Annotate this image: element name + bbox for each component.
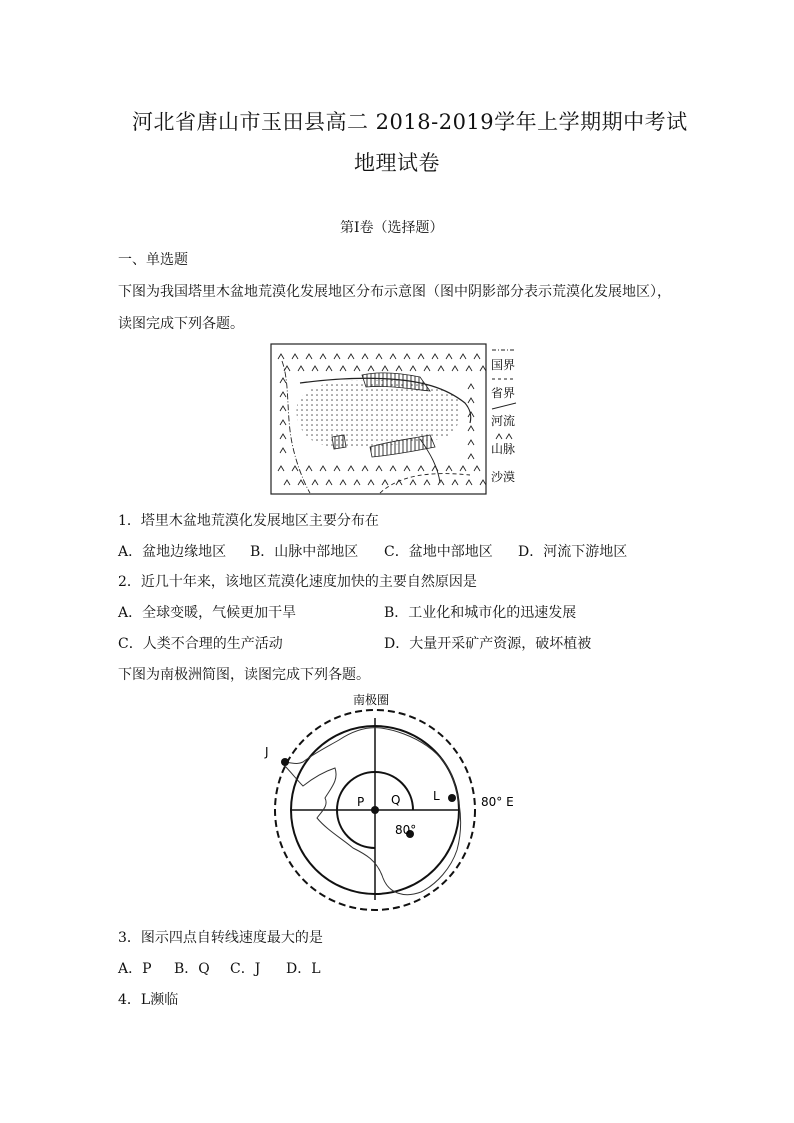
intro2-line1: 下图为南极洲简图，读图完成下列各题。 bbox=[118, 667, 370, 683]
q4-stem: 4．L濒临 bbox=[118, 992, 179, 1008]
q3-stem: 3．图示四点自转线速度最大的是 bbox=[118, 930, 323, 946]
antarctica-map bbox=[255, 688, 535, 918]
label-q: Q bbox=[391, 793, 401, 807]
intro1-line1: 下图为我国塔里木盆地荒漠化发展地区分布示意图（图中阴影部分表示荒漠化发展地区）， bbox=[118, 284, 671, 300]
q2-option-b: B．工业化和城市化的迅速发展 bbox=[384, 605, 577, 621]
antarctic-circle-label: 南极圈 bbox=[353, 693, 390, 707]
q3-option-b: B．Q bbox=[174, 961, 210, 977]
question-type-heading: 一、单选题 bbox=[118, 252, 188, 268]
label-80-east: 80° E bbox=[481, 795, 514, 809]
label-l: L bbox=[433, 789, 440, 803]
q1-option-a: A．盆地边缘地区 bbox=[118, 544, 227, 560]
q1-option-d: D．河流下游地区 bbox=[518, 544, 628, 560]
map1-legend bbox=[491, 350, 516, 484]
label-j: J bbox=[265, 745, 269, 759]
legend-national: 国界 bbox=[491, 358, 516, 372]
legend-river: 河流 bbox=[491, 414, 516, 428]
q2-stem: 2．近几十年来，该地区荒漠化速度加快的主要自然原因是 bbox=[118, 574, 477, 590]
point-p bbox=[371, 806, 379, 814]
intro1-line2: 读图完成下列各题。 bbox=[118, 316, 244, 332]
exam-title-line2: 地理试卷 bbox=[354, 151, 440, 175]
q2-option-c: C．人类不合理的生产活动 bbox=[118, 636, 283, 652]
q2-option-d: D．大量开采矿产资源，破坏植被 bbox=[384, 636, 592, 652]
q3-option-a: A．P bbox=[118, 961, 152, 977]
q3-option-c: C．J bbox=[230, 961, 261, 977]
exam-title-line1: 河北省唐山市玉田县高二 2018-2019学年上学期期中考试 bbox=[132, 110, 688, 134]
q2-option-a: A．全球变暖，气候更加干旱 bbox=[118, 605, 297, 621]
legend-provincial: 省界 bbox=[491, 386, 516, 400]
q3-option-d: D．L bbox=[286, 961, 321, 977]
point-l bbox=[448, 794, 456, 802]
tarim-desertification-map bbox=[270, 343, 522, 495]
legend-desert: 沙漠 bbox=[491, 470, 516, 484]
desert-area bbox=[297, 380, 462, 449]
q1-option-c: C．盆地中部地区 bbox=[384, 544, 493, 560]
point-j bbox=[281, 758, 289, 766]
label-80-latitude: 80° bbox=[395, 823, 417, 837]
q1-option-b: B．山脉中部地区 bbox=[250, 544, 359, 560]
legend-mountain: 山脉 bbox=[491, 442, 516, 456]
desertification-zone-southwest bbox=[332, 435, 346, 449]
part-heading: 第Ⅰ卷（选择题） bbox=[340, 220, 444, 236]
q1-stem: 1．塔里木盆地荒漠化发展地区主要分布在 bbox=[118, 513, 379, 529]
label-p: P bbox=[357, 795, 365, 809]
